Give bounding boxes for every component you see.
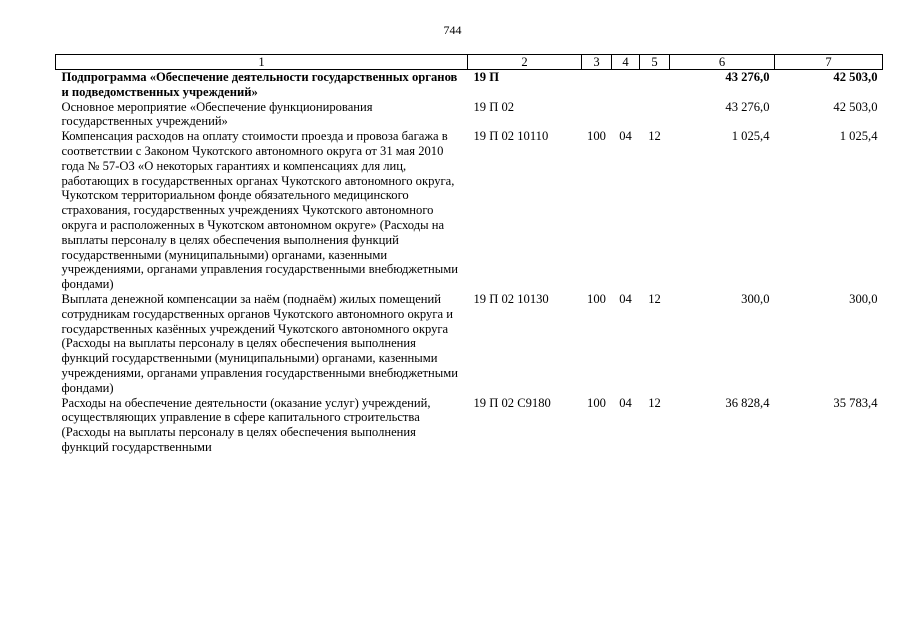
header-cell-7: 7 <box>775 55 883 70</box>
row-col3 <box>582 100 612 130</box>
header-cell-2: 2 <box>468 55 582 70</box>
row-col5: 12 <box>648 291 661 306</box>
row-value-7: 42 503,0 <box>833 70 878 84</box>
row-col5 <box>640 100 670 130</box>
row-col4 <box>612 70 640 100</box>
row-col4: 04 <box>619 129 632 144</box>
row-name: Компенсация расходов на оплату стоимости проезда и провоза багажа в соответствии с Законом Чукотского автономного округа от 31 мая 2010 года № 57-ОЗ «О некоторых гарантиях и компенсациях для лиц, работающих в государственных органах Чукотского автономного округа, Чукотском территориальном фонде обязательного медицинского страхования, государственных учреждениях Чукотского автономного округа и расположенных в Чукотском автономном округе» (Расходы на выплаты персоналу в целях обеспечения выполнения функций государственными (муниципальными) органами, казенными учреждениями, органами управления государственными внебюджетными фондами) <box>61 129 458 292</box>
header-cell-5: 5 <box>640 55 670 70</box>
row-col4: 04 <box>619 395 632 410</box>
row-name: Расходы на обеспечение деятельности (оказание услуг) учреждений, осуществляющих управление в сфере капитального строительства (Расходы на выплаты персоналу в целях обеспечения выполнения функций государственными <box>61 395 431 454</box>
row-value-7: 1 025,4 <box>839 129 878 144</box>
row-value-6: 300,0 <box>741 291 770 306</box>
row-code: 19 П 02 <box>473 99 515 114</box>
row-code: 19 П <box>473 70 500 84</box>
row-col3 <box>582 70 612 100</box>
header-cell-4: 4 <box>612 55 640 70</box>
row-value-6: 36 828,4 <box>725 395 770 410</box>
row-col5: 12 <box>648 395 661 410</box>
row-name: Основное мероприятие «Обеспечение функционирования государственных учреждений» <box>61 99 373 129</box>
budget-table <box>55 54 883 455</box>
page-number: 744 <box>443 23 462 37</box>
row-col4 <box>612 100 640 130</box>
table-row <box>56 292 883 396</box>
row-value-7: 35 783,4 <box>833 395 878 410</box>
row-col3: 100 <box>587 129 606 144</box>
row-col3: 100 <box>587 395 606 410</box>
row-code: 19 П 02 С9180 <box>473 395 551 410</box>
row-code: 19 П 02 10130 <box>473 291 549 306</box>
table-row <box>56 396 883 455</box>
header-cell-6: 6 <box>670 55 775 70</box>
header-cell-1: 1 <box>56 55 468 70</box>
header-cell-3: 3 <box>582 55 612 70</box>
row-code: 19 П 02 10110 <box>473 129 549 144</box>
row-name: Выплата денежной компенсации за наём (поднаём) жилых помещений сотрудникам государственных органов Чукотского автономного округа и государственных казённых учреждений Чукотского автономного округа (Расходы на выплаты персоналу в целях обеспечения выполнения функций государственными (муниципальными) органами, казенными учреждениями, органами управления государственными внебюджетными фондами) <box>61 291 458 395</box>
row-col5: 12 <box>648 129 661 144</box>
row-value-7: 42 503,0 <box>833 99 878 114</box>
table-row <box>56 100 883 130</box>
row-name: Подпрограмма «Обеспечение деятельности государственных органов и подведомственных учреждений» <box>61 70 458 99</box>
row-value-6: 43 276,0 <box>725 70 770 84</box>
row-value-6: 1 025,4 <box>731 129 770 144</box>
row-col3: 100 <box>587 291 606 306</box>
table-row <box>56 70 883 100</box>
table-header-row <box>56 55 883 70</box>
row-value-6: 43 276,0 <box>725 99 770 114</box>
row-value-7: 300,0 <box>849 291 878 306</box>
row-col5 <box>640 70 670 100</box>
row-col4: 04 <box>619 291 632 306</box>
table-row <box>56 129 883 292</box>
